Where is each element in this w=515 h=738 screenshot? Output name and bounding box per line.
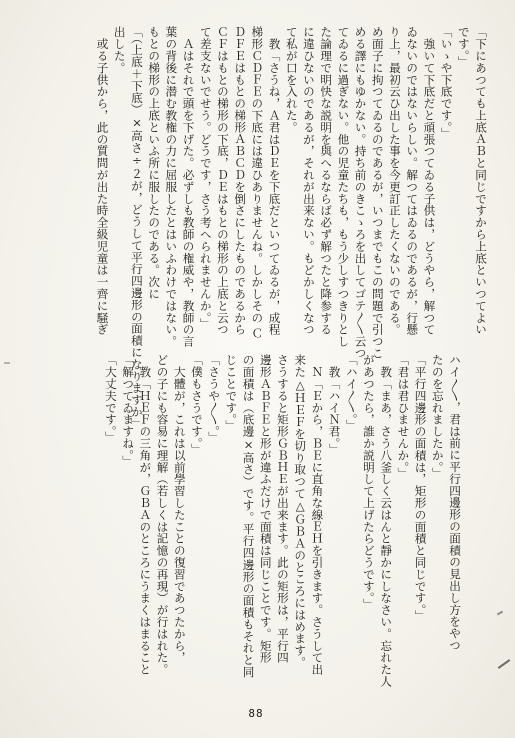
text-column: もとの梯形の上底といふ所に服したのである。次に (147, 26, 162, 300)
text-column: り上，最初云ひ出した事を今更訂正したくないのである。 (387, 26, 402, 336)
text-column: があつたら，誰か説明して上げたらどうです。」 (361, 354, 376, 610)
scan-mark (497, 611, 503, 616)
text-column: て差支ないでせう。どうです，さう考へられませんか。」 (198, 26, 213, 330)
text-column: め面子に拘つてゐるのであるが，いつまでもこの問題で引つこ (370, 26, 385, 360)
text-column: たのを忘れましたか。」 (430, 354, 445, 480)
text-column: Ａはそれで頭を下げた。必ずしも教師の権威や，教師の言 (181, 26, 196, 348)
text-column: 「君は君ひませんか。」 (396, 354, 411, 480)
text-column: 「いゝや下底です。」 (439, 26, 454, 140)
scan-mark (498, 659, 511, 669)
text-column: 来た△ＨＥＦを切り取つて△ＧＢＡのところにはめます。 (293, 354, 308, 669)
text-column: ゐないのではないらしい。解つてはゐるのであるが，行懸 (405, 26, 420, 336)
text-column: 強いて下底だと頑張つてゐる子供は，どうやら，解つて (422, 26, 437, 336)
text-column: 教「さうね，Ａ君はＤＥを下底だといつてゐるが，成程 (267, 26, 282, 336)
text-column: どの子にも容易に理解（若しくは記憶の再現）が行はれた。 (155, 354, 170, 676)
text-column: に違ひないのであるが，それが出来ない。もどかしくなつ (301, 26, 316, 336)
text-column: Ｎ「Ｅから，ＢＥに直角な線ＥＨを引きます。さうして出 (310, 354, 325, 676)
text-column: 教「ＨＥＦの三角が，ＧＢＡのところにうまくはまること (138, 354, 153, 676)
text-column: 或る子供から，此の質問が出た時全級児童は一齊に騒ぎ (95, 26, 110, 336)
text-column: 教「まあ，さう八釜しく云はんと靜かにしなさい。忘れた人 (379, 354, 394, 688)
text-column: 「ハイ〳〵。」 (344, 354, 359, 432)
text-column: 「平行四邊形の面積は，矩形の面積と同じです。」 (413, 354, 428, 622)
text-column: です。」 (456, 26, 471, 68)
text-column: ＣＦはもとの梯形の下底，ＤＥはもとの梯形の上底と云つ (215, 26, 230, 336)
text-column: じことです。」 (224, 354, 239, 432)
text-column: 「僕もさうです。」 (189, 354, 204, 456)
text-column: 「大丈夫です。」 (103, 354, 118, 444)
text-column: さうすると矩形ＧＢＨＥが出来ます。此の矩形は，平行四 (275, 354, 290, 664)
text-column: 「（上底＋下底）×高さ÷２が，どうして平行四邊形の面積になりますか」 (129, 26, 144, 430)
text-column: 「下にあつても上底ＡＢと同じですから上底といつてよい (474, 26, 488, 336)
page-number: 88 (248, 707, 264, 720)
text-column: た論理で明快な説明を與へるならば必ず解つたと降参する (319, 26, 334, 336)
text-column: める譯にもゆかない。持ち前のきこゝろを出してゴテ〳〵云つ (353, 26, 368, 359)
text-column: てゐるに過ぎない。他の児童たちも，もう少しすつきりとし (336, 26, 351, 348)
text-column: 梯形ＣＤＦＥの下底には違ひありませんね。しかしその Ｃ (250, 26, 265, 340)
scan-mark (4, 362, 10, 364)
text-column: 出した。 (112, 26, 127, 74)
text-column: て私が口を入れた。 (284, 26, 299, 134)
text-column: 邊形ＡＢＦＥと形が違ふだけで面積は同じことです。矩形 (258, 354, 273, 664)
text-column: 「さうや〳〵。」 (207, 354, 222, 444)
text-column: 葉の背後に潜む教権の力に屈服したとはいふわけではない。 (164, 26, 179, 348)
text-column: ハイ〳〵，君は前に平行四邊形の面積の見出し方をやつ (448, 354, 462, 652)
text-column: 教「ハイＮ君。」 (327, 354, 342, 456)
text-column: の面積は（底邊×高さ）です。平行四邊形の面積もそれと同 (241, 354, 256, 678)
text-column: 「解つてゐますね。」 (121, 354, 136, 468)
lower-text-block (102, 354, 463, 688)
text-column: 大體が，これは以前學習したことの復習であつたから， (172, 354, 187, 664)
text-column: ＤＦＥはもとの梯形ＡＢＣＤを倒さにしたものであるから (233, 26, 248, 336)
